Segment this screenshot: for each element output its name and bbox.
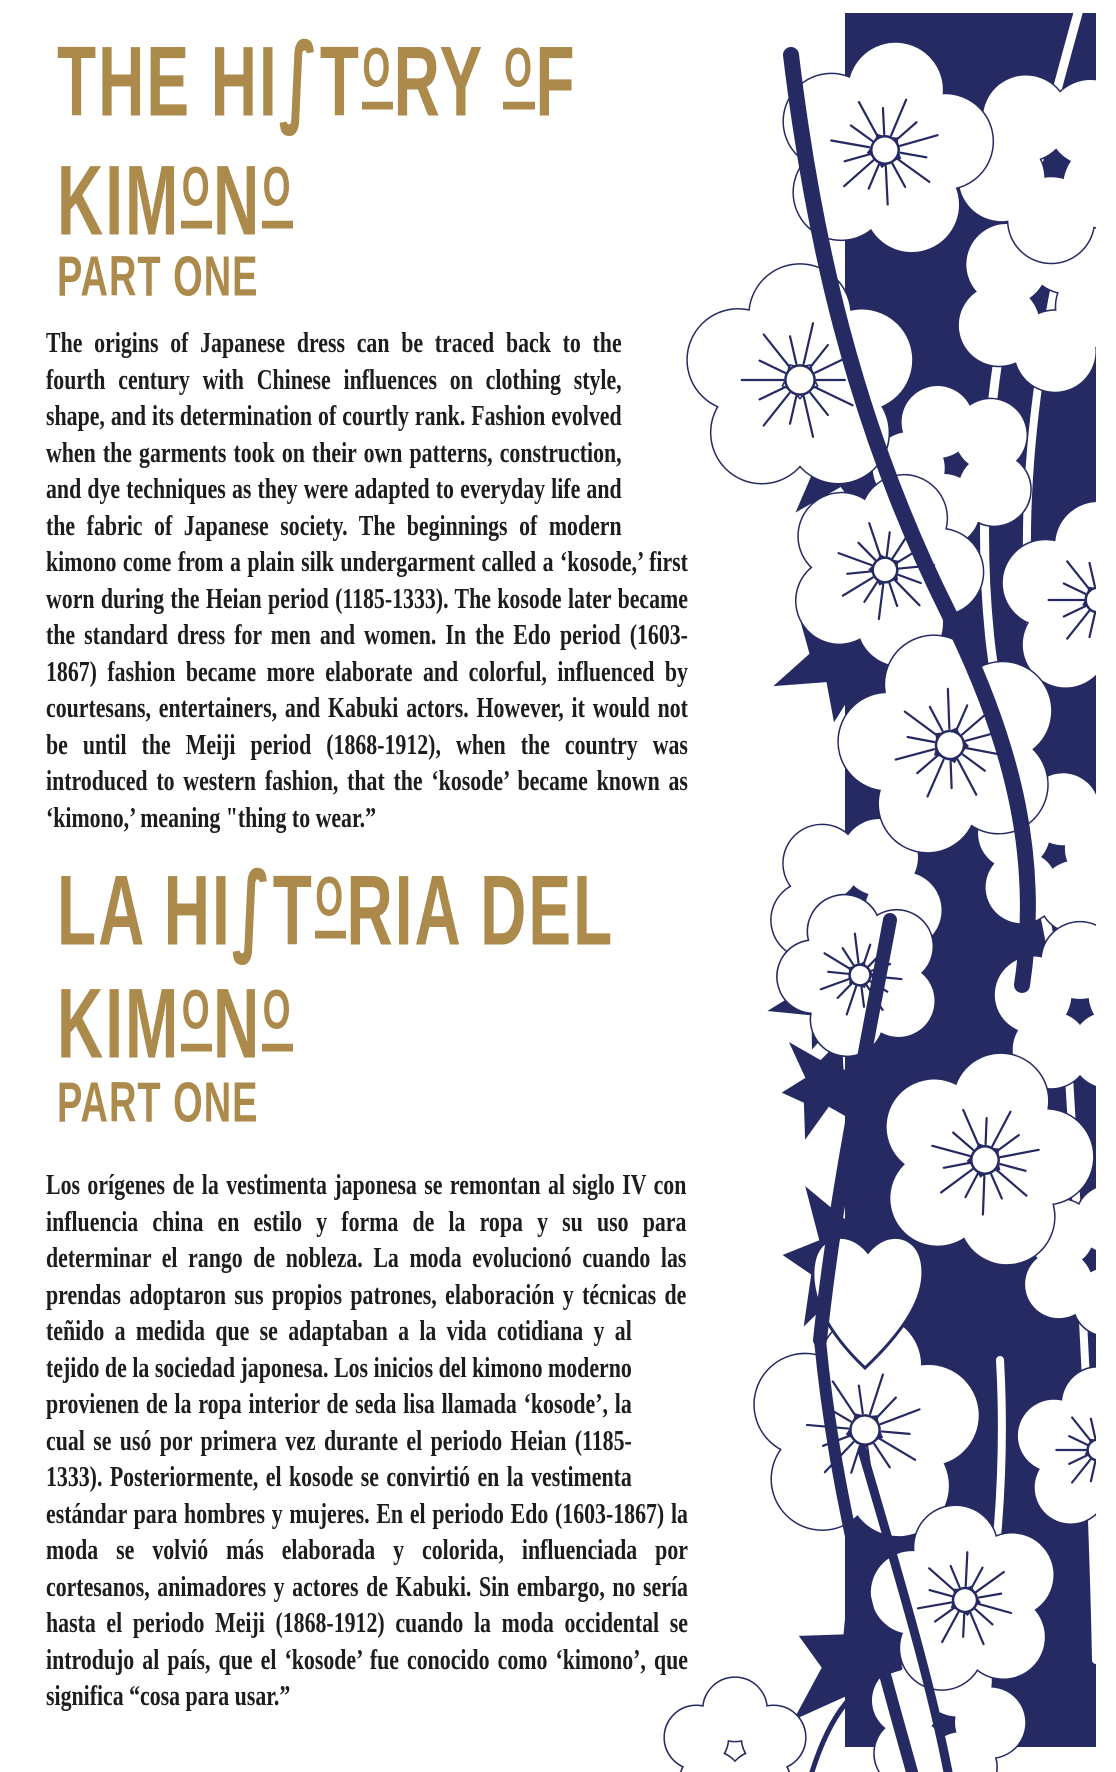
text-wrap-spacer <box>686 1168 688 1314</box>
english-subtitle: PART ONE <box>57 246 259 309</box>
english-title-line-2: $KIM^ON^O$ <box>57 144 293 257</box>
spanish-paragraph <box>46 1168 688 1716</box>
text-wrap-spacer <box>622 326 688 509</box>
english-paragraph <box>46 326 688 837</box>
spanish-subtitle: PART ONE <box>57 1072 259 1135</box>
spanish-title-line-1: LA $HI\int T^ORIA$ DEL <box>57 852 615 968</box>
english-paragraph-text: The origins of Japanese dress can be traced back to the fourth century with Chinese influences on clothing style, shape, and its determination of courtly rank. Fashion evolved when the garments took on their own patterns, construction, and dye techniques as they were adapted to everyday life and the fabric of Japanese society. The beginnings of modern kimono come from a plain silk undergarment called a ‘kosode,’ first worn during the Heian period (1185-1333). The kosode later became the standard dress for men and women. In the Edo period (1603-1867) fashion became more elaborate and colorful, influenced by courtesans, entertainers, and Kabuki actors. However, it would not be until the Meiji period (1868-1912), when the country was introduced to western fashion, that the ‘kosode’ became known as ‘kimono,’ meaning "thing to wear.” <box>46 328 688 834</box>
spanish-paragraph-text: Los orígenes de la vestimenta japonesa se remontan al siglo IV con influencia china en estilo y forma de la ropa y su uso para determinar el rango de nobleza. La moda evolucionó cuando las prendas adoptaron sus propios patrones, elaboración y técnicas de teñido a medida que se adaptaban a la vida cotidiana y al tejido de la sociedad japonesa. Los inicios del kimono moderno provienen de la ropa interior de seda lisa llamada ‘kosode’, la cual se usó por primera vez durante el periodo Heian (1185-1333). Posteriormente, el kosode se convirtió en la vestimenta estándar para hombres y mujeres. En el periodo Edo (1603-1867) la moda se volvió más elaborada y colorida, influenciada por cortesanos, animadores y actores de Kabuki. Sin embargo, no sería hasta el periodo Meiji (1868-1912) cuando la moda occidental se introdujo al país, que el ‘kosode’ fue conocido como ‘kimono’, que significa “cosa para usar.” <box>46 1170 688 1712</box>
text-wrap-spacer <box>632 1314 688 1466</box>
english-title-line-1: THE $HI\int T^ORY$ $^O$F <box>57 23 577 139</box>
spanish-title-line-2: $KIM^ON^O$ <box>57 967 293 1080</box>
